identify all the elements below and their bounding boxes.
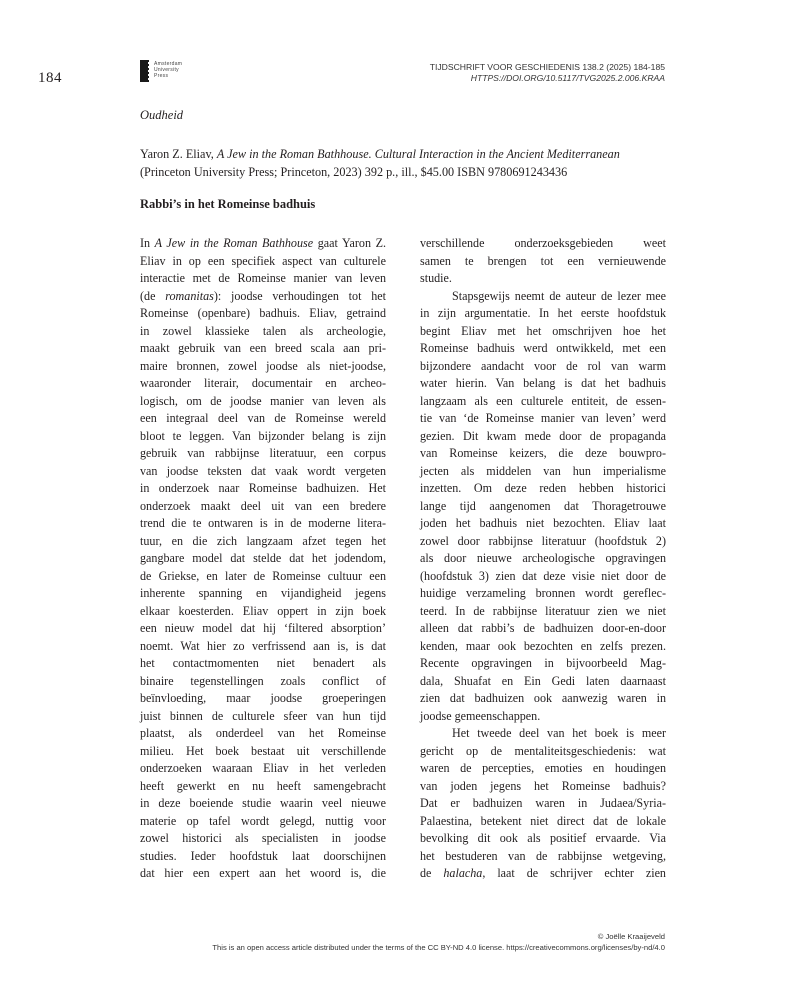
- text-line: van joden jegens het Romeinse badhuis?: [420, 778, 666, 793]
- text-line: zien dat badhuizen ook aanwezig waren in: [420, 691, 666, 705]
- text-line: in onderzoek naar Romeinse badhuizen. Het: [140, 481, 386, 495]
- text-line: heeft gewerkt en nu heeft samengebracht: [140, 778, 386, 793]
- text-line: als door nieuwe archeologische opgravingen: [420, 551, 666, 565]
- text-line: beïnvloeding, maar joodse groeperingen: [140, 691, 386, 705]
- text-line: elkaar koesterden. Eliav oppert in zijn boek: [140, 603, 386, 618]
- text-line: bevolking dit ook als positief ervaarde. Via: [420, 831, 666, 845]
- text-line: waaronder literair, documentair en archeo-: [140, 376, 386, 390]
- text-line: trend die te ontwaren is in de moderne litera-: [140, 516, 386, 530]
- text-line: tuur, en die zich langzaam afzet tegen het: [140, 533, 386, 548]
- copyright-notice: © Joëlle Kraaijeveld: [597, 932, 665, 941]
- italic-term: romanitas: [165, 288, 214, 303]
- publisher-logo: [140, 60, 182, 82]
- text-line: gericht op de mentaliteitsgeschiedenis: wat: [420, 743, 666, 758]
- text-line: Eliav in op een specifiek aspect van culturele: [140, 253, 386, 268]
- text-line: waren de percepties, emoties en houdingen: [420, 761, 666, 775]
- publisher-name: Amsterdam University Press: [154, 61, 183, 79]
- text-line: in zijn argumentatie. In het eerste hoofdstuk: [420, 306, 666, 320]
- text-line: Romeinse badhuis werd ontwikkeld, met een: [420, 341, 666, 355]
- text-line: de halacha, laat de schrijver echter zien: [420, 866, 666, 880]
- license-notice: This is an open access article distributed under the terms of the CC BY-ND 4.0 license. https://creativecommons.org/licenses/by-nd/4.0: [212, 943, 665, 952]
- text-line: een nieuw model dat hij ‘filtered absorption’: [140, 621, 386, 635]
- text-line: (hoofdstuk 3) zien dat deze visie niet door de: [420, 568, 666, 583]
- text-line: Het tweede deel van het boek is meer: [452, 726, 666, 740]
- text-line: onderzoek maakt deel uit van een bredere: [140, 498, 386, 513]
- text-line: verschillende onderzoeksgebieden weet: [420, 236, 666, 250]
- text-line: van Romeinse keizers, die deze bouwpro-: [420, 446, 666, 460]
- body-column-left: [140, 235, 386, 883]
- text-line: het contactmomenten niet benadert als: [140, 656, 386, 670]
- text-line: (de romanitas): joodse verhoudingen tot het: [140, 288, 386, 303]
- text-line: noemt. Wat hier zo verfrissend aan is, is dat: [140, 638, 386, 653]
- text-line: lange tijd aangenomen dat Thoragetrouwe: [420, 498, 666, 513]
- book-citation: [140, 145, 680, 181]
- text-line: in zowel klassieke talen als archeologie,: [140, 323, 386, 338]
- text-line: Palaestina, betekent niet direct dat de lokale: [420, 813, 666, 828]
- text-line: binaire tegenstellingen zoals conflict of: [140, 673, 386, 688]
- text-line: in deze boeiende studie waarin veel nieuwe: [140, 796, 386, 810]
- text-line: jecten als middelen van hun imperialisme: [420, 463, 666, 478]
- text-line: interactie met de Romeinse manier van leven: [140, 271, 386, 285]
- text-line: zowel door rabbijnse literatuur (hoofdstuk 2): [420, 533, 666, 548]
- text-line: huidige verzameling bronnen wordt gereflec-: [420, 586, 666, 600]
- text-line: juist binnen de culturele sfeer van hun tijd: [140, 708, 386, 723]
- amsterdam-university-press-logo-icon: [140, 60, 149, 82]
- book-details: (Princeton University Press; Princeton, 2023) 392 p., ill., $45.00 ISBN 9780691243436: [140, 165, 568, 179]
- text-line: Stapsgewijs neemt de auteur de lezer mee: [452, 288, 666, 303]
- text-line: inherente spanning en vijandigheid jegens: [140, 586, 386, 600]
- text-line: samen te brengen tot een vernieuwende: [420, 253, 666, 268]
- text-line: studies. Ieder hoofdstuk laat doorschijnen: [140, 848, 386, 863]
- text-line: logisch, om de joodse manier van leven als: [140, 393, 386, 408]
- text-line: studie.: [420, 271, 452, 285]
- doi-link[interactable]: HTTPS://DOI.ORG/10.5117/TVG2025.2.006.KRAA: [470, 73, 665, 83]
- text-line: materie op tafel wordt gelegd, nuttig voor: [140, 813, 386, 828]
- text-line: Recente opgravingen in bijvoorbeeld Mag-: [420, 656, 666, 670]
- section-label: Oudheid: [140, 108, 184, 122]
- book-title: A Jew in the Roman Bathhouse. Cultural Interaction in the Ancient Mediterranean: [216, 147, 620, 161]
- text-line: plaatst, als onderdeel van het Romeinse: [140, 726, 386, 740]
- text-line: een integraal deel van de Romeinse wereld: [140, 411, 386, 425]
- text-line: dala, Shuafat en Ein Gedi laten daarnaast: [420, 673, 666, 688]
- text-line: langzaam als een culturele entiteit, de essen-: [420, 393, 666, 408]
- text-line: maire bronnen, zowel joodse als niet-joodse,: [140, 358, 386, 373]
- text-line: onderzoeken waaraan Eliav in het verleden: [140, 761, 386, 775]
- journal-header: [430, 62, 665, 84]
- text-line: tie van ‘de Romeinse manier van leven’ werd: [420, 411, 666, 425]
- review-heading: Rabbi’s in het Romeinse badhuis: [140, 197, 316, 211]
- text-line: dat hier een expert aan het woord is, die: [140, 866, 386, 880]
- text-line: kenden, maar ook bezochten en zelfs prezen.: [420, 638, 666, 653]
- italic-term: A Jew in the Roman Bathhouse: [154, 236, 314, 250]
- text-line: milieu. Het boek bestaat uit verschillende: [140, 743, 386, 758]
- text-line: Dat er badhuizen waren in Judaea/Syria-: [420, 796, 666, 810]
- text-line: bijzondere aandacht voor de rol van warm: [420, 358, 666, 373]
- text-line: joodse gemeenschappen.: [420, 708, 541, 723]
- text-line: het bestuderen van de rabbijnse wetgeving,: [420, 848, 666, 863]
- text-line: begint Eliav met het omschrijven hoe het: [420, 323, 666, 338]
- body-column-right: [420, 235, 666, 883]
- text-line: zowel historici als specialisten in joodse: [140, 831, 386, 845]
- text-line: water hierin. Van belang is dat het badhuis: [420, 376, 666, 390]
- text-line: gezien. Dit kwam mede door de propaganda: [420, 428, 666, 443]
- text-line: inzetten. Om deze reden hebben historici: [420, 481, 666, 495]
- journal-citation: TIJDSCHRIFT VOOR GESCHIEDENIS 138.2 (2025) 184-185: [429, 62, 665, 72]
- text-line: In A Jew in the Roman Bathhouse gaat Yaron Z.: [140, 236, 386, 250]
- text-line: teerd. In de rabbijnse literatuur zien we niet: [420, 603, 666, 618]
- page-number: 184: [38, 70, 62, 86]
- text-line: maakt gebruik van een breed scala aan pri-: [140, 341, 386, 355]
- book-author: Yaron Z. Eliav,: [140, 147, 214, 161]
- text-line: Romeinse (openbare) badhuis. Eliav, getraind: [140, 306, 386, 320]
- text-line: de Griekse, en later de Romeinse cultuur een: [140, 568, 386, 583]
- text-line: bloot te leggen. Van bijzonder belang is zijn: [140, 428, 386, 443]
- text-line: joden het badhuis niet bezochten. Eliav laat: [420, 516, 666, 530]
- text-line: alleen dat rabbi’s de badhuizen door-en-door: [420, 621, 666, 635]
- text-line: gangbare model dat stelde dat het jodendom,: [140, 551, 386, 565]
- text-line: gebruik van rabbijnse literatuur, een corpus: [140, 446, 386, 460]
- italic-term: halacha: [443, 866, 483, 880]
- text-line: van joodse teksten dat vaak wordt vergeten: [140, 463, 386, 478]
